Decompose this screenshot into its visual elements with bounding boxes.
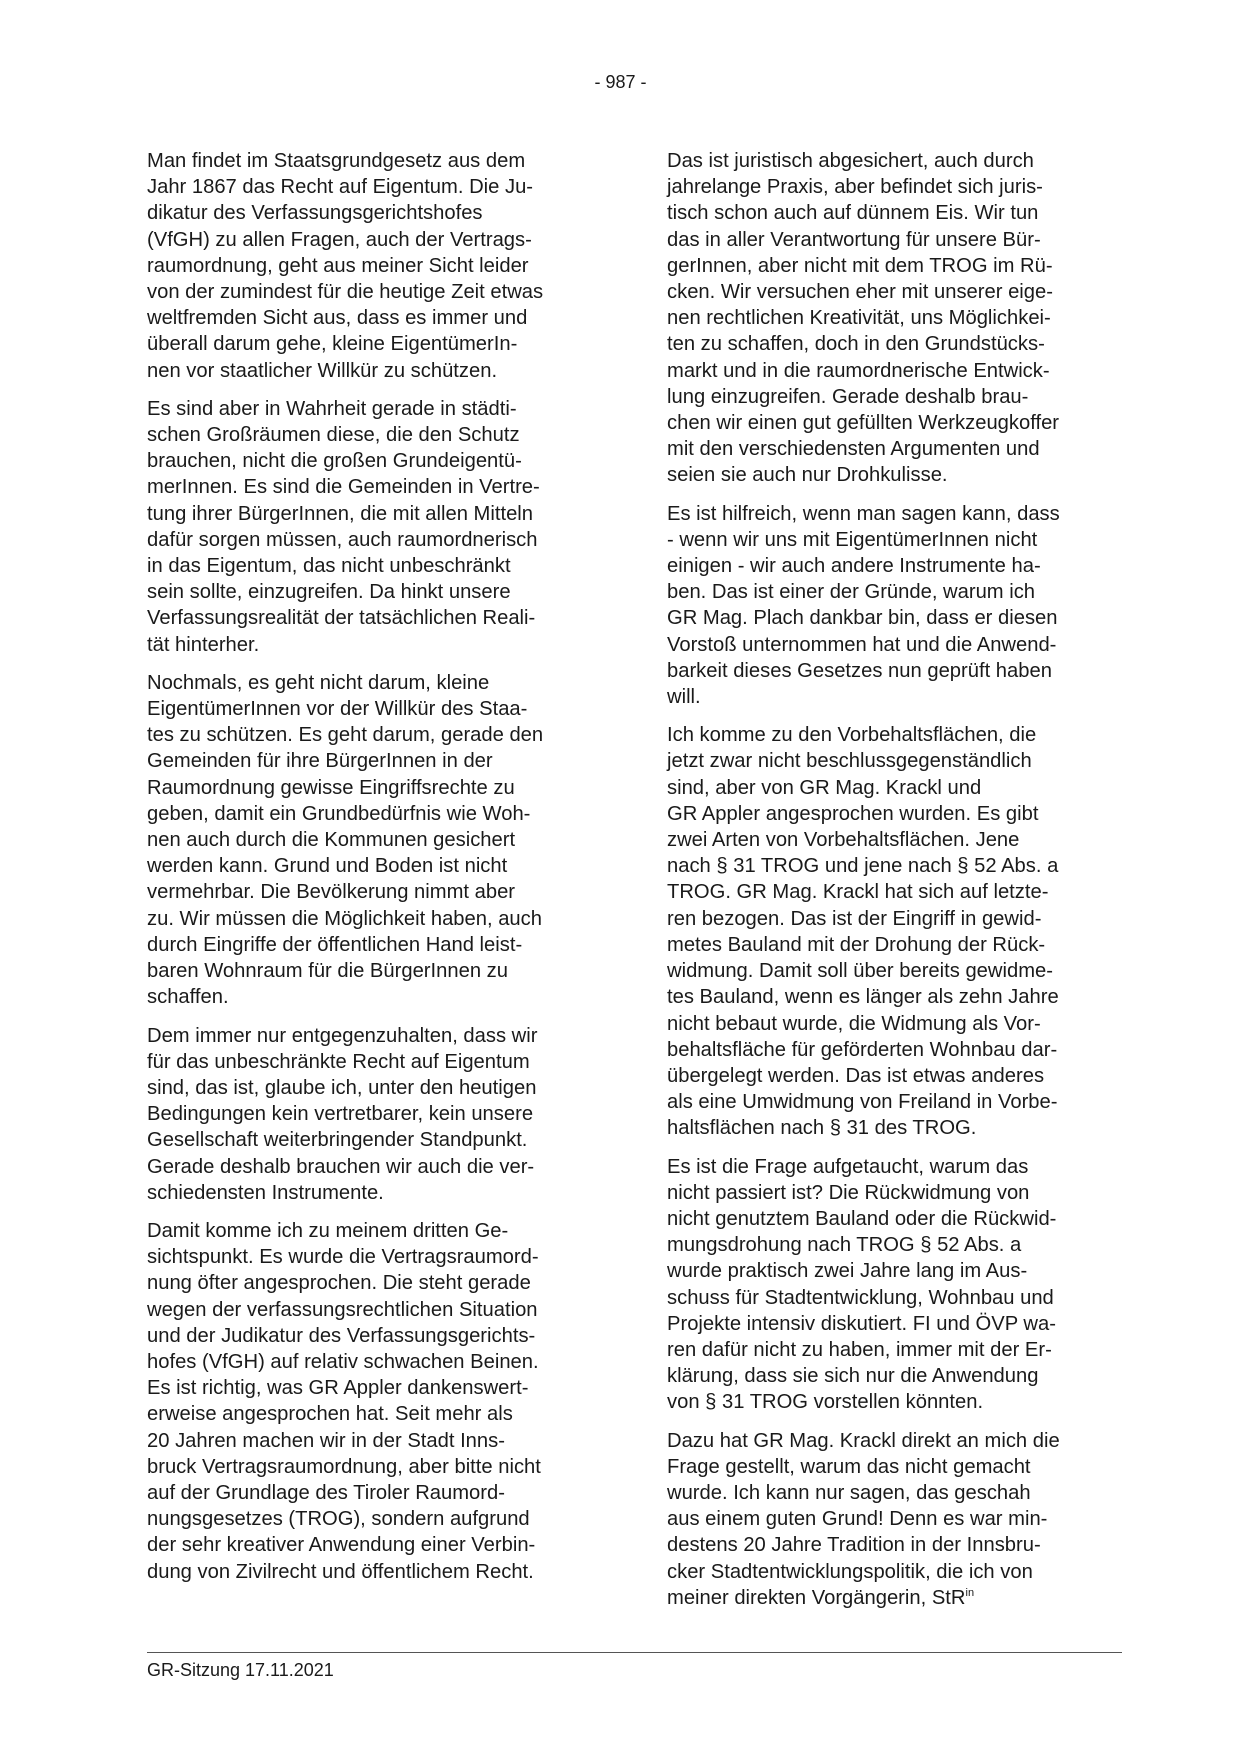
paragraph: Dem immer nur entgegenzuhalten, dass wir für das unbeschränkte Recht auf Eigentum sind, das ist, glaube ich, unter den heutigen Bedingungen kein vertretbarer, kein unsere Gesellschaft weiterbringender Standpunkt. Gerade deshalb brauchen wir auch die ver- schiedensten Instrumente. bbox=[147, 1024, 538, 1204]
last-line: meiner direkten Vorgängerin, StR$^{in}$ bbox=[667, 1586, 975, 1609]
page-number: - 987 - bbox=[594, 72, 647, 92]
right-column bbox=[667, 148, 1119, 1623]
paragraph: Dazu hat GR Mag. Krackl direkt an mich die Frage gestellt, warum das nicht gemacht wurde. Ich kann nur sagen, das geschah aus einem guten Grund! Denn es war min- destens 20 Jahre Tradition in der Innsbru- cker Stadtentwicklungspolitik, die ich von meiner direkten Vorgängerin, StR$^{in}$ bbox=[667, 1428, 1119, 1611]
paragraph: Man findet im Staatsgrundgesetz aus dem Jahr 1867 das Recht auf Eigentum. Die Ju- dikatur des Verfassungsgerichtshofes (VfGH) zu allen Fragen, auch der Vertrags- raumordnung, geht aus meiner Sicht leider von der zumindest für die heutige Zeit etwas weltfremden Sicht aus, dass es immer und überall darum gehe, kleine EigentümerIn- nen vor staatlicher Willkür zu schützen. bbox=[147, 150, 544, 382]
paragraph: Es sind aber in Wahrheit gerade in städti- schen Großräumen diese, die den Schutz brauchen, nicht die großen Grundeigentü- merInnen. Es sind die Gemeinden in Vertre- tung ihrer BürgerInnen, die mit allen Mitteln dafür sorgen müssen, auch raumordnerisch in das Eigentum, das nicht unbeschränkt sein sollte, einzugreifen. Da hinkt unsere Verfassungsrealität der tatsächlichen Reali- tät hinterher. bbox=[147, 397, 540, 656]
left-column bbox=[147, 148, 599, 1597]
paragraph: Das ist juristisch abgesichert, auch durch jahrelange Praxis, aber befindet sich juris- tisch schon auch auf dünnem Eis. Wir tun das in aller Verantwortung für unsere Bür- gerInnen, aber nicht mit dem TROG im Rü- cken. Wir versuchen eher mit unserer eige- nen rechtlichen Kreativität, uns Möglichkei- ten zu schaffen, doch in den Grundstücks- markt und in die raumordnerische Entwick- lung einzugreifen. Gerade deshalb brau- chen wir einen gut gefüllten Werkzeugkoffer mit den verschiedensten Argumenten und seien sie auch nur Drohkulisse. bbox=[667, 150, 1060, 487]
paragraph: Es ist hilfreich, wenn man sagen kann, dass - wenn wir uns mit EigentümerInnen nicht einigen - wir auch andere Instrumente ha- ben. Das ist einer der Gründe, warum ich GR Mag. Plach dankbar bin, dass er diesen Vorstoß unternommen hat und die Anwend- barkeit dieses Gesetzes nun geprüft haben will. bbox=[667, 502, 1060, 709]
paragraph: Damit komme ich zu meinem dritten Ge- sichtspunkt. Es wurde die Vertragsraumord- nung öfter angesprochen. Die steht gerade wegen der verfassungsrechtlichen Situation und der Judikatur des Verfassungsgerichts- hofes (VfGH) auf relativ schwachen Beinen. Es ist richtig, was GR Appler dankenswert- erweise angesprochen hat. Seit mehr als 20 Jahren machen wir in der Stadt Inns- bruck Vertragsraumordnung, aber bitte nicht auf der Grundlage des Tiroler Raumord- nungsgesetzes (TROG), sondern aufgrund der sehr kreativer Anwendung einer Verbin- dung von Zivilrecht und öffentlichem Recht. bbox=[147, 1219, 541, 1583]
paragraph: Es ist die Frage aufgetaucht, warum das nicht passiert ist? Die Rückwidmung von nicht genutztem Bauland oder die Rückwid- mungsdrohung nach TROG § 52 Abs. a wurde praktisch zwei Jahre lang im Aus- schuss für Stadtentwicklung, Wohnbau und Projekte intensiv diskutiert. FI und ÖVP wa- ren dafür nicht zu haben, immer mit der Er- klärung, dass sie sich nur die Anwendung von § 31 TROG vorstellen könnten. bbox=[667, 1155, 1057, 1414]
footer-divider bbox=[147, 1652, 1122, 1653]
paragraph: Nochmals, es geht nicht darum, kleine EigentümerInnen vor der Willkür des Staa- tes zu schützen. Es geht darum, gerade den Gemeinden für ihre BürgerInnen in der Raumordnung gewisse Eingriffsrechte zu geben, damit ein Grundbedürfnis wie Woh- nen auch durch die Kommunen gesichert werden kann. Grund und Boden ist nicht vermehrbar. Die Bevölkerung nimmt aber zu. Wir müssen die Möglichkeit haben, auch durch Eingriffe der öffentlichen Hand leist- baren Wohnraum für die BürgerInnen zu schaffen. bbox=[147, 671, 544, 1009]
paragraph: Ich komme zu den Vorbehaltsflächen, die jetzt zwar nicht beschlussgegenständlich sind, aber von GR Mag. Krackl und GR Appler angesprochen wurden. Es gibt zwei Arten von Vorbehaltsflächen. Jene nach § 31 TROG und jene nach § 52 Abs. a TROG. GR Mag. Krackl hat sich auf letzte- ren bezogen. Das ist der Eingriff in gewid- metes Bauland mit der Drohung der Rück- widmung. Damit soll über bereits gewidme- tes Bauland, wenn es länger als zehn Jahre nicht bebaut wurde, die Widmung als Vor- behaltsfläche für geförderten Wohnbau dar- übergelegt werden. Das ist etwas anderes als eine Umwidmung von Freiland in Vorbe- haltsflächen nach § 31 des TROG. bbox=[667, 724, 1059, 1140]
superscript: in bbox=[965, 1586, 975, 1599]
footer-text: GR-Sitzung 17.11.2021 bbox=[147, 1660, 334, 1680]
